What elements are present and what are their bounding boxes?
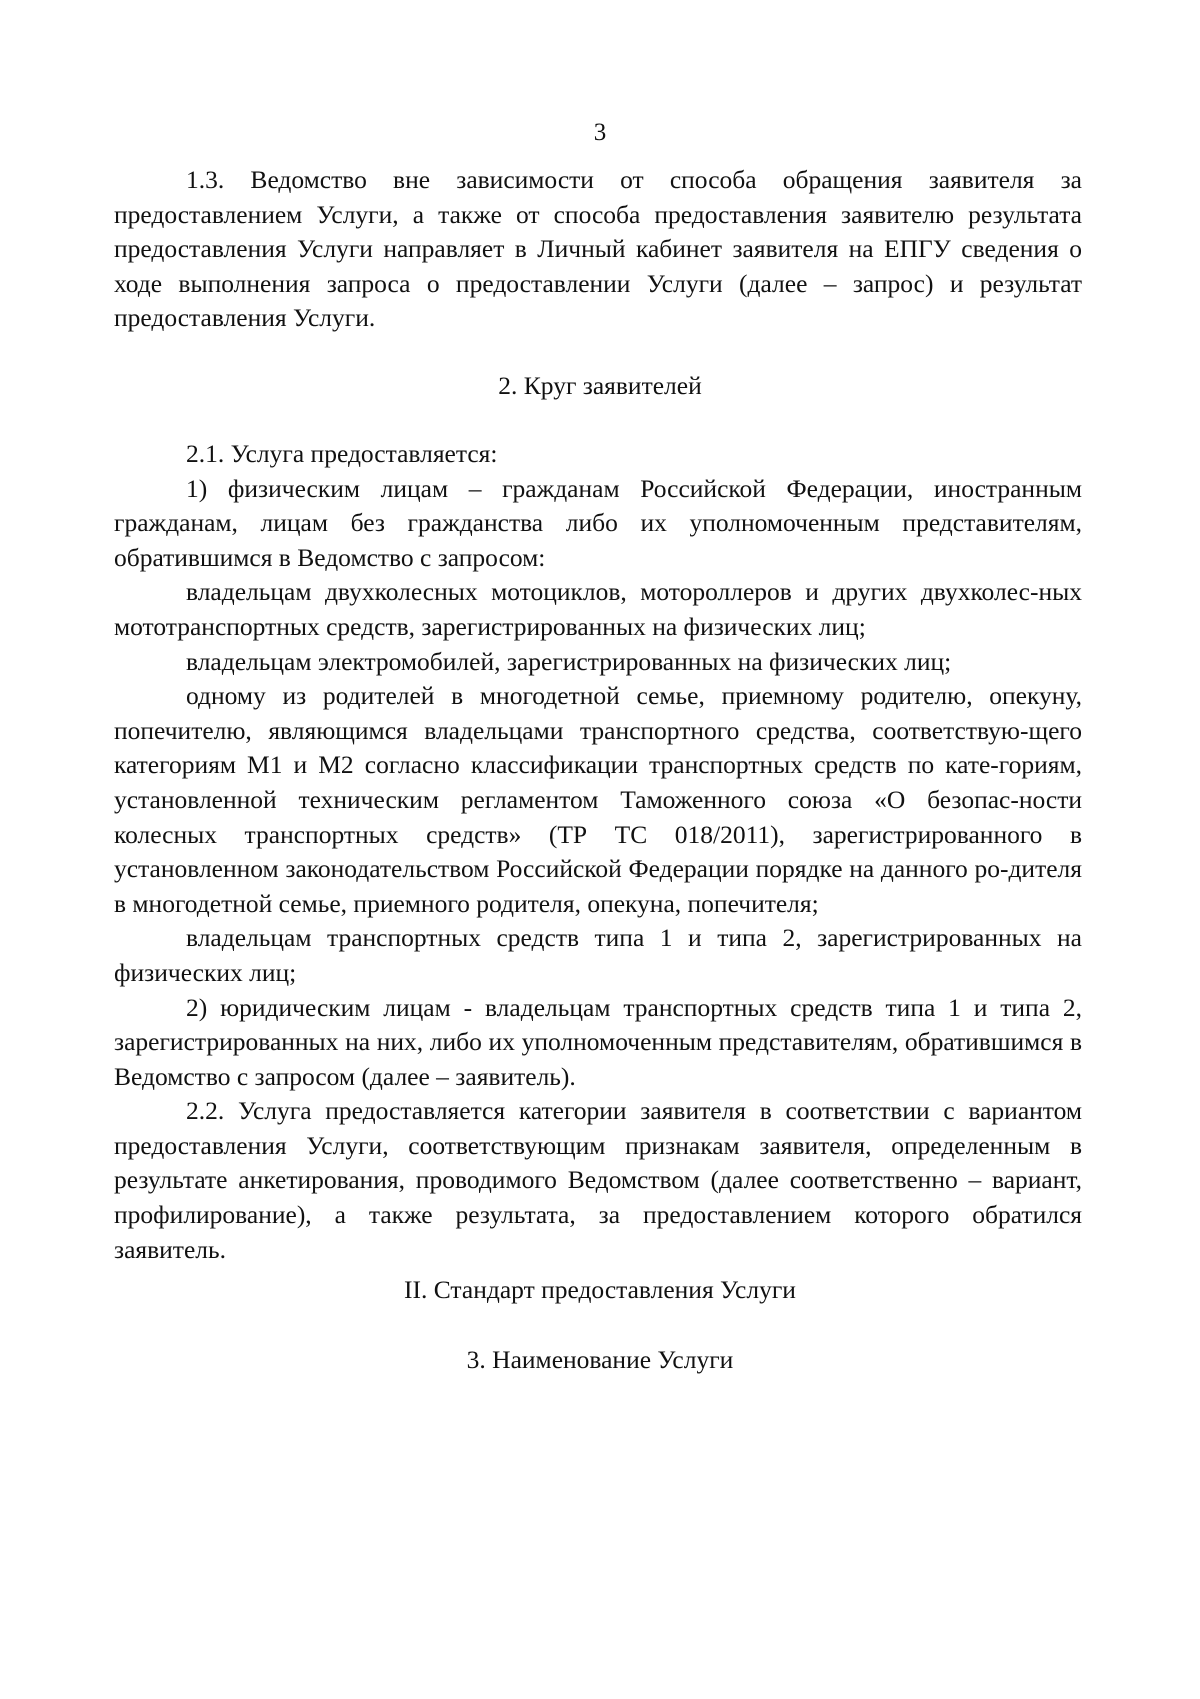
paragraph-2-2: 2.2. Услуга предоставляется категории заявителя в соответствии с вариантом предоставления Услуги, соответствующим признакам заявителя, определенным в результате анкетирования, проводимого Ведомством (далее соответственно – вариант, профилирование), а также результата, за предоставлением которого обратился заявитель.	[114, 1096, 1082, 1264]
section-2	[114, 437, 1082, 1267]
paragraph-large-family-parents: одному из родителей в многодетной семье, приемному родителю, опекуну, попечителю, являющимся владельцами транспортного средства, соответствую-щего категориям М1 и М2 согласно классификации транспортных средств по кате-гориям, установленной техническим регламентом Таможенного союза «О безопас-ности колесных транспортных средств» (ТР ТС 018/2011), зарегистрированного в установленном законодательством Российской Федерации порядке на данного ро-дителя в многодетной семье, приемного родителя, опекуна, попечителя;	[114, 681, 1082, 918]
paragraph-motorcycle-owners: владельцам двухколесных мотоциклов, мотороллеров и других двухколес-ных мототранспортных средств, зарегистрированных на физических лиц;	[114, 577, 1082, 641]
paragraph-1-3: 1.3. Ведомство вне зависимости от способа обращения заявителя за предоставлением Услуги, а также от способа предоставления заявителю результата предоставления Услуги направляет в Личный кабинет заявителя на ЕПГУ сведения о ходе выполнения запроса о предоставлении Услуги (далее – запрос) и результат предоставления Услуги.	[114, 165, 1082, 333]
page-number: 3	[593, 119, 607, 146]
paragraph-vehicle-type-owners: владельцам транспортных средств типа 1 и типа 2, зарегистрированных на физических лиц;	[114, 923, 1082, 987]
paragraph-2-1-item-2: 2) юридическим лицам - владельцам транспортных средств типа 1 и типа 2, зарегистрированных на них, либо их уполномоченным представителям, обратившимся в Ведомство с запросом (далее – заявитель).	[114, 992, 1082, 1091]
heading-service-name: 3. Наименование Услуги	[466, 1345, 734, 1374]
heading-applicants: 2. Круг заявителей	[498, 371, 702, 400]
section-1-3	[114, 163, 1082, 336]
heading-section-II: II. Стандарт предоставления Услуги	[404, 1275, 796, 1304]
paragraph-electric-vehicle-owners: владельцам электромобилей, зарегистрированных на физических лиц;	[186, 646, 952, 676]
paragraph-2-1: 2.1. Услуга предоставляется:	[186, 439, 498, 468]
paragraph-2-1-item-1: 1) физическим лицам – гражданам Российской Федерации, иностранным гражданам, лицам без гражданства либо их уполномоченным представителям, обратившимся в Ведомство с запросом:	[114, 473, 1082, 572]
